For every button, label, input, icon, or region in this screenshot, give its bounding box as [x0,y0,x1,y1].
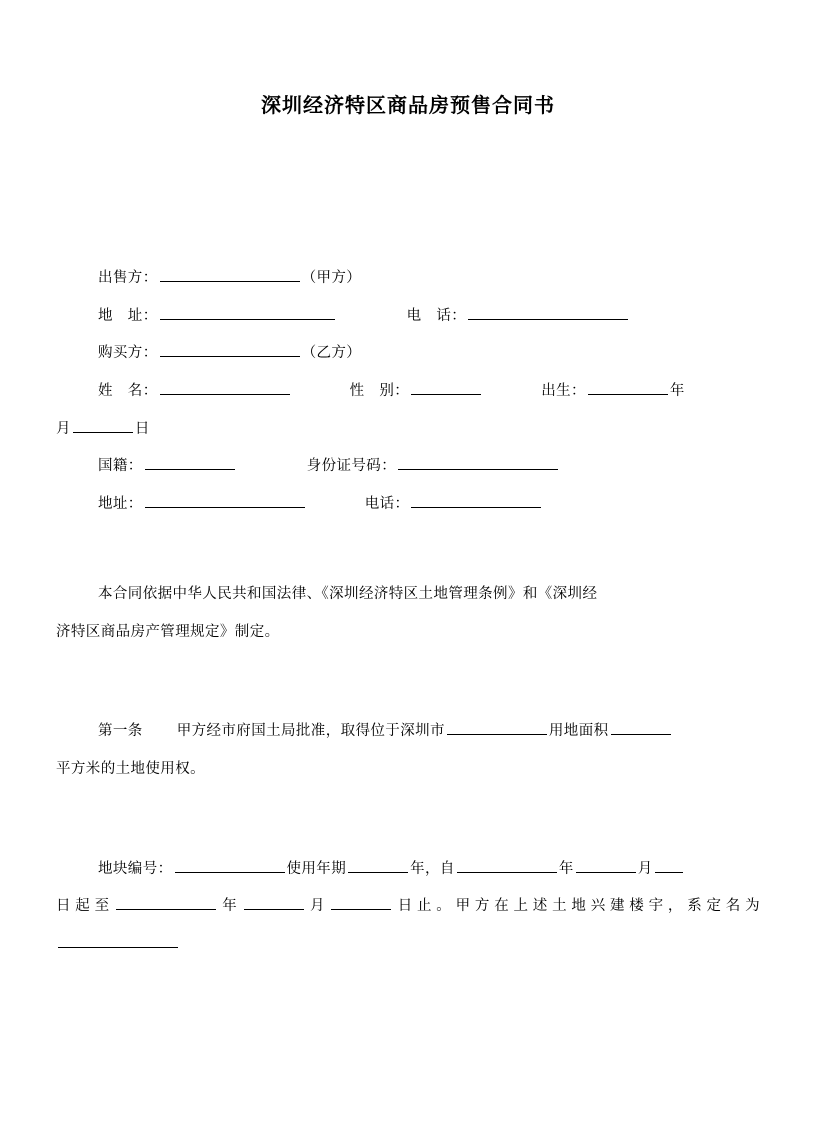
section-spacer-2 [56,651,760,713]
nationality-label: 国籍： [98,458,143,475]
day-end: 日止。甲方在上述土地兴建楼宇，系定名为 [393,898,760,915]
section-spacer [56,524,760,576]
id-blank[interactable] [398,454,558,470]
buyer-birth-continued-line [56,411,760,449]
seller-suffix: （甲方） [301,270,362,286]
birth-month-unit: 月 [56,420,71,437]
seller-value-blank[interactable] [160,266,300,282]
title-spacer [56,120,760,260]
seller-phone-blank[interactable] [468,303,628,319]
preamble-line-2 [56,614,760,652]
buyer-address-line [56,486,760,524]
birth-day-blank[interactable] [73,417,133,433]
seller-line [56,260,760,298]
birth-year-unit: 年 [669,383,685,400]
article-1-location-blank[interactable] [447,719,547,735]
landblock-label: 地块编号： [98,860,173,877]
nationality-line [56,448,760,486]
landblock-number-blank[interactable] [175,856,285,872]
from-label: 自 [439,860,455,877]
article-1-line-1 [56,713,760,751]
preamble-text-a: 本合同依据中华人民共和国法律、《深圳经济特区土地管理条例》和《深圳经 [98,585,598,602]
seller-address-label: 地 址： [98,307,158,324]
from-month-blank[interactable] [576,856,636,872]
buyer-phone-label: 电话： [364,496,410,513]
seller-address-line [56,298,760,336]
seller-address-blank[interactable] [160,303,335,319]
month-unit: 月 [637,860,653,877]
gender-blank[interactable] [411,379,481,395]
from-year-blank[interactable] [457,856,557,872]
to-month-blank[interactable] [244,894,304,910]
preamble-text-b: 济特区商品房产管理规定》制定。 [56,623,280,640]
use-term-blank[interactable] [348,856,408,872]
document-page [0,92,816,1148]
seller-phone-label: 电 话： [406,307,467,324]
from-day-blank[interactable] [655,856,683,872]
to-year-blank[interactable] [116,894,216,910]
article-1-text-c: 平方米的土地使用权。 [56,760,205,777]
to-day-blank[interactable] [331,894,391,910]
use-term-label: 使用年期 [286,860,347,877]
article-1-area-blank[interactable] [611,719,671,735]
year-unit: 年， [410,860,440,877]
preamble-line-1 [56,576,760,614]
buyer-identity-line [56,373,760,411]
id-label: 身份证号码： [306,458,397,475]
article-1-line-2 [56,751,760,789]
buyer-label: 购买方： [98,345,158,362]
buyer-phone-blank[interactable] [411,492,541,508]
year-unit-3: 年 [217,898,242,915]
birth-year-blank[interactable] [588,379,668,395]
day-start: 日起至 [56,898,114,915]
name-blank[interactable] [160,379,290,395]
landblock-line-1 [56,851,760,889]
landblock-line-2 [56,888,760,963]
buyer-suffix: （乙方） [301,345,362,362]
buyer-line [56,335,760,373]
building-name-blank[interactable] [58,932,178,948]
page-title: 深圳经济特区商品房预售合同书 [261,95,555,117]
birth-label: 出生： [541,383,586,400]
buyer-value-blank[interactable] [160,341,300,357]
buyer-address-label: 地址： [98,496,143,513]
section-spacer-3 [56,789,760,851]
article-1-number: 第一条 [98,723,143,740]
seller-label: 出售方： [98,270,158,286]
year-unit-2: 年 [558,860,574,877]
article-1-text-a: 甲方经市府国土局批准，取得位于深圳市 [176,723,445,740]
month-unit-2: 月 [305,898,330,915]
birth-day-unit: 日 [134,420,150,437]
gender-label: 性 别： [349,383,410,400]
buyer-address-blank[interactable] [145,492,305,508]
nationality-blank[interactable] [145,454,235,470]
article-1-text-b: 用地面积 [548,723,609,740]
name-label: 姓 名： [98,383,158,400]
